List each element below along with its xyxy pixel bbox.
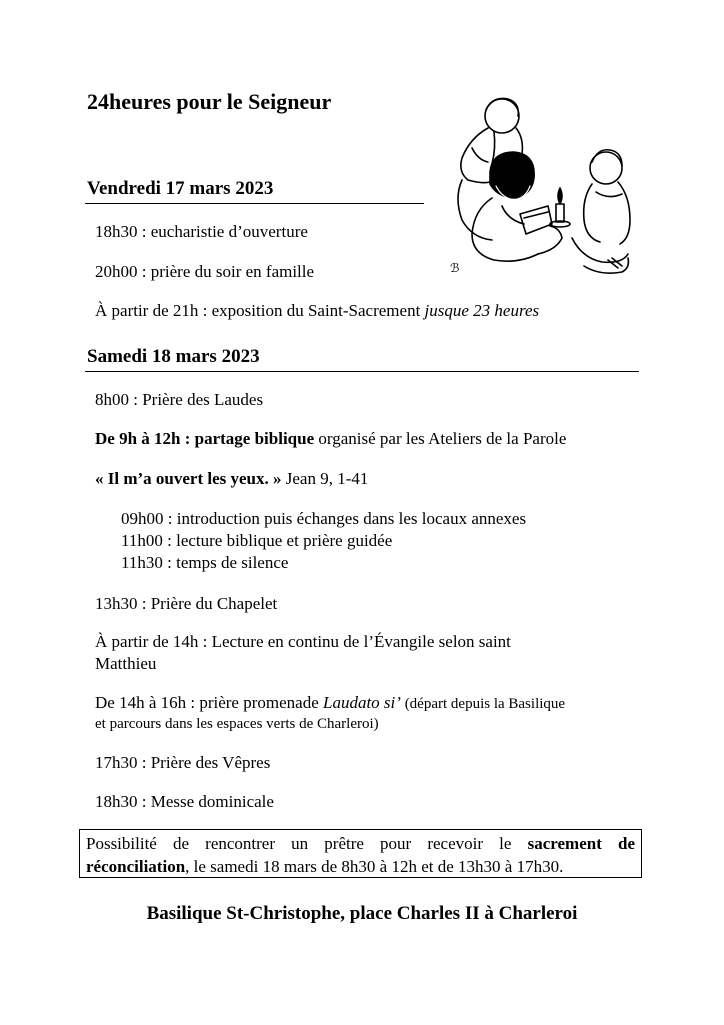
chapelet-item: 13h30 : Prière du Chapelet <box>95 594 278 613</box>
reconciliation-notice <box>79 829 642 878</box>
saturday-heading: Samedi 18 mars 2023 <box>87 346 260 367</box>
saturday-rule <box>85 371 639 372</box>
vepres-item: 17h30 : Prière des Vêpres <box>95 753 271 772</box>
friday-item-2: 20h00 : prière du soir en famille <box>95 262 315 281</box>
evangile-line-1: À partir de 14h : Lecture en continu de l’Évangile selon saint <box>95 632 511 651</box>
notice-sacrament: sacrement de réconciliation <box>86 834 635 876</box>
promenade-text: De 14h à 16h : prière promenade <box>95 693 323 712</box>
location-footer: Basilique St-Christophe, place Charles II à Charleroi <box>146 903 578 924</box>
notice-text-1: Possibilité de rencontrer un prêtre pour recevoir le <box>86 834 528 853</box>
promenade-note: (départ depuis la Basilique <box>400 696 566 712</box>
partage-item <box>95 429 566 449</box>
citation-quote: « Il m’a ouvert les yeux. » <box>95 469 282 488</box>
sub-item-2: 11h00 : lecture biblique et prière guidée <box>121 531 393 550</box>
friday-heading: Vendredi 17 mars 2023 <box>87 178 274 199</box>
signature-mark: ℬ <box>450 261 460 275</box>
evangile-line-2: Matthieu <box>95 654 157 673</box>
friday-item-1: 18h30 : eucharistie d’ouverture <box>95 222 308 241</box>
exposition-text: À partir de 21h : exposition du Saint-Sacrement <box>95 301 425 320</box>
citation-reference: Jean 9, 1-41 <box>281 469 369 488</box>
exposition-until: jusque 23 heures <box>424 301 540 320</box>
messe-item: 18h30 : Messe dominicale <box>95 792 274 811</box>
promenade-title: Laudato si’ <box>323 693 401 712</box>
laudes-item: 8h00 : Prière des Laudes <box>95 390 264 409</box>
promenade-line-1 <box>95 693 565 713</box>
friday-rule <box>85 203 424 204</box>
friday-exposition <box>95 301 539 321</box>
page-title: 24heures pour le Seigneur <box>87 89 332 114</box>
notice-text-2: , le samedi 18 mars de 8h30 à 12h et de 13h30 à 17h30. <box>185 857 564 876</box>
sub-item-1: 09h00 : introduction puis échanges dans les locaux annexes <box>121 509 527 528</box>
children-praying-illustration <box>432 88 632 284</box>
sub-item-3: 11h30 : temps de silence <box>121 553 289 572</box>
partage-organizer: organisé par les Ateliers de la Parole <box>314 429 567 448</box>
partage-time: De 9h à 12h : partage biblique <box>95 429 315 448</box>
citation-item <box>95 469 368 489</box>
promenade-line-2: et parcours dans les espaces verts de Charleroi) <box>95 716 379 732</box>
